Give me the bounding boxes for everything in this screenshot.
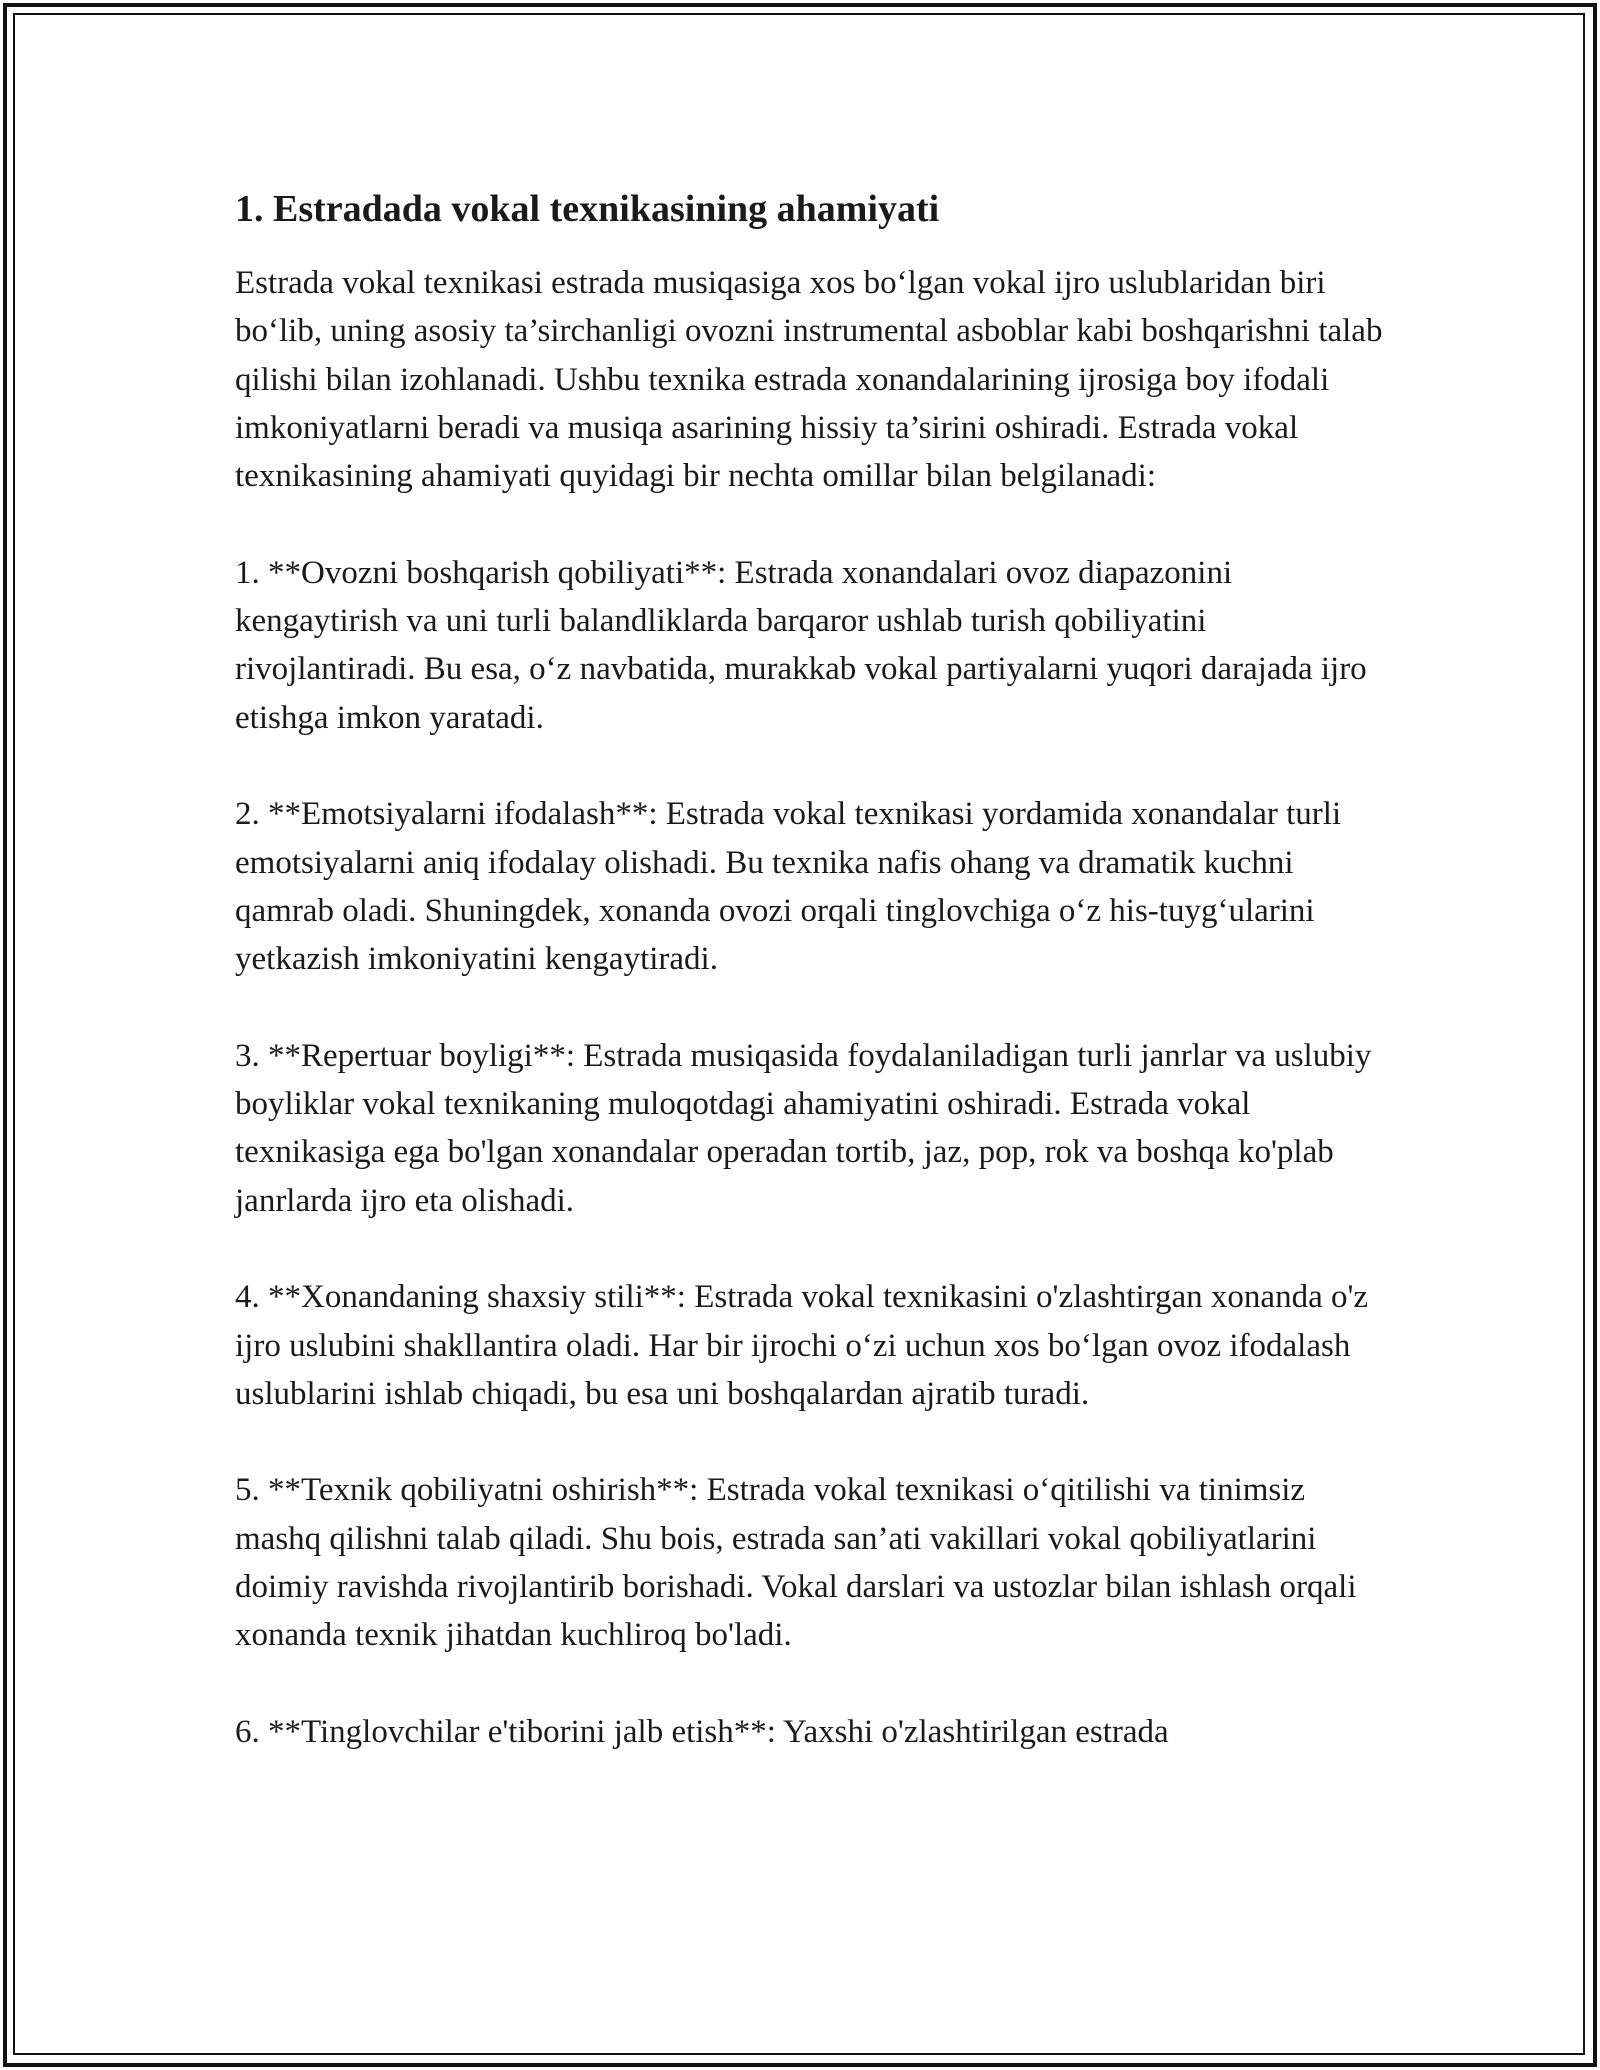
- list-item-3: 3. **Repertuar boyligi**: Estrada musiqasida foydalaniladigan turli janrlar va uslubiy boyliklar vokal texnikaning muloqotdagi ahamiyatini oshiradi. Estrada vokal texnikasiga ega bo'lgan xonandalar operadan tortib, jaz, pop, rok va boshqa ko'plab janrlarda ijro eta olishadi.: [235, 1037, 1372, 1219]
- intro-paragraph: Estrada vokal texnikasi estrada musiqasiga xos bo‘lgan vokal ijro uslublaridan biri bo‘lib, uning asosiy ta’sirchanligi ovozni instrumental asboblar kabi boshqarishni talab qilishi bilan izohlanadi. Ushbu texnika estrada xonandalarining ijrosiga boy ifodali imkoniyatlarni beradi va musiqa asarining hissiy ta’sirini oshiradi. Estrada vokal texnikasining ahamiyati quyidagi bir nechta omillar bilan belgilanadi:: [235, 265, 1383, 495]
- list-item-1: 1. **Ovozni boshqarish qobiliyati**: Estrada xonandalari ovoz diapazonini kengaytirish va uni turli balandliklarda barqaror ushlab turish qobiliyatini rivojlantiradi. Bu esa, o‘z navbatida, murakkab vokal partiyalarni yuqori darajada ijro etishga imkon yaratadi.: [235, 554, 1367, 736]
- document-body: [235, 185, 1385, 1756]
- list-item-5: 5. **Texnik qobiliyatni oshirish**: Estrada vokal texnikasi o‘qitilishi va tinimsiz mashq qilishni talab qiladi. Shu bois, estrada san’ati vakillari vokal qobiliyatlarini doimiy ravishda rivojlantirib borishadi. Vokal darslari va ustozlar bilan ishlash orqali xonanda texnik jihatdan kuchliroq bo'ladi.: [235, 1472, 1357, 1654]
- list-item-2: 2. **Emotsiyalarni ifodalash**: Estrada vokal texnikasi yordamida xonandalar turli emotsiyalarni aniq ifodalay olishadi. Bu texnika nafis ohang va dramatik kuchni qamrab oladi. Shuningdek, xonanda ovozi orqali tinglovchiga o‘z his-tuyg‘ularini yetkazish imkoniyatini kengaytiradi.: [235, 796, 1342, 978]
- list-item-4: 4. **Xonandaning shaxsiy stili**: Estrada vokal texnikasini o'zlashtirgan xonanda o'z ijro uslubini shakllantira oladi. Har bir ijrochi o‘zi uchun xos bo‘lgan ovoz ifodalash uslublarini ishlab chiqadi, bu esa uni boshqalardan ajratib turadi.: [235, 1279, 1369, 1412]
- list-item-6: 6. **Tinglovchilar e'tiborini jalb etish**: Yaxshi o'zlashtirilgan estrada: [235, 1713, 1169, 1750]
- section-heading: 1. Estradada vokal texnikasining ahamiyati: [235, 188, 940, 230]
